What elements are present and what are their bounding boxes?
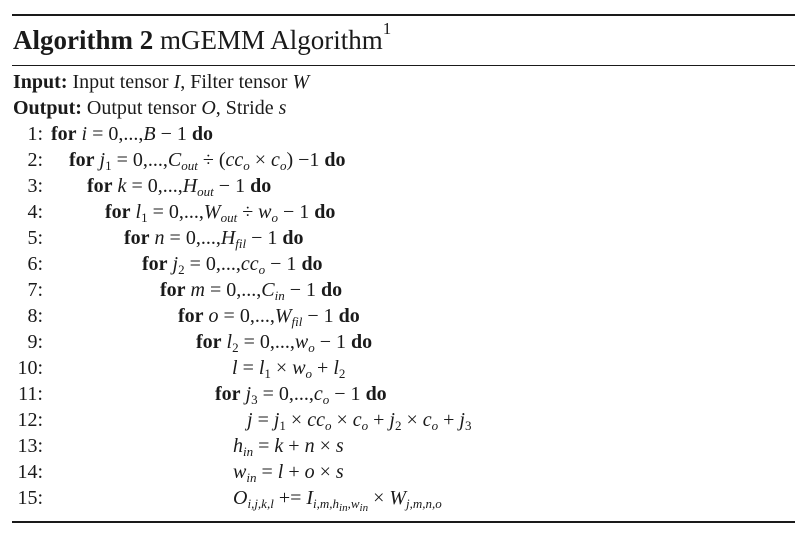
algorithm-label: Algorithm 2 xyxy=(13,25,154,55)
line-number: 5: xyxy=(27,227,43,249)
line-code: for $j_2 = 0,...,cc_o - 1$ do xyxy=(142,253,323,277)
line-code: for $l_2 = 0,...,w_o - 1$ do xyxy=(196,331,373,355)
line-number: 15: xyxy=(17,487,43,509)
line-code: $h_{in} = k + n \times s$ xyxy=(233,435,344,459)
line-code: for $l_1 = 0,...,W_{out} \div w_o - 1$ do xyxy=(105,201,336,225)
output-line xyxy=(13,96,286,120)
line-code: for $k = 0,...,H_{out} - 1$ do xyxy=(87,175,272,199)
line-number: 10: xyxy=(17,357,43,379)
footnote-marker: 1 xyxy=(382,19,392,38)
algorithm-title xyxy=(13,19,392,58)
output-text: Output tensor O, Stride s xyxy=(86,97,287,119)
input-label: Input: xyxy=(13,71,68,93)
line-number: 12: xyxy=(17,409,43,431)
input-line xyxy=(13,70,309,94)
line-number: 3: xyxy=(27,175,43,197)
line-number: 9: xyxy=(27,331,43,353)
line-code: $j = j_1 \times cc_o \times c_o + j_2 \times c_o + j_3$ xyxy=(247,409,472,433)
line-number: 6: xyxy=(27,253,43,275)
line-code: $l = l_1 \times w_o + l_2$ xyxy=(232,357,346,381)
title-rule xyxy=(12,65,795,66)
line-number: 8: xyxy=(27,305,43,327)
output-label: Output: xyxy=(13,97,82,119)
input-text: Input tensor I, Filter tensor W xyxy=(72,71,310,93)
top-rule xyxy=(12,14,795,16)
line-code: for $m = 0,...,C_{in} - 1$ do xyxy=(160,279,343,303)
bottom-rule xyxy=(12,521,795,523)
line-code: $w_{in} = l + o \times s$ xyxy=(233,461,344,485)
line-number: 2: xyxy=(27,149,43,171)
line-code: for $o = 0,...,W_{fil} - 1$ do xyxy=(178,305,360,329)
line-number: 7: xyxy=(27,279,43,301)
line-number: 14: xyxy=(17,461,43,483)
line-number: 4: xyxy=(27,201,43,223)
algorithm-name: mGEMM Algorithm xyxy=(159,25,383,55)
line-code: for $j_1 = 0,...,C_{out} \div (cc_o \times c_o) -1$ do xyxy=(69,149,346,173)
line-number: 11: xyxy=(18,383,43,405)
line-code: for $j_3 = 0,...,c_o - 1$ do xyxy=(215,383,387,407)
line-code: $O_{i,j,k,l} += I_{i,m,h_{in},w_{in}} \times W_{j,m,n,o}$ xyxy=(233,487,442,514)
line-code: for $n = 0,...,H_{fil} - 1$ do xyxy=(124,227,304,251)
line-code: for i = 0,...,B − 1 do xyxy=(51,123,214,145)
line-number: 1: xyxy=(27,123,43,145)
line-number: 13: xyxy=(17,435,43,457)
